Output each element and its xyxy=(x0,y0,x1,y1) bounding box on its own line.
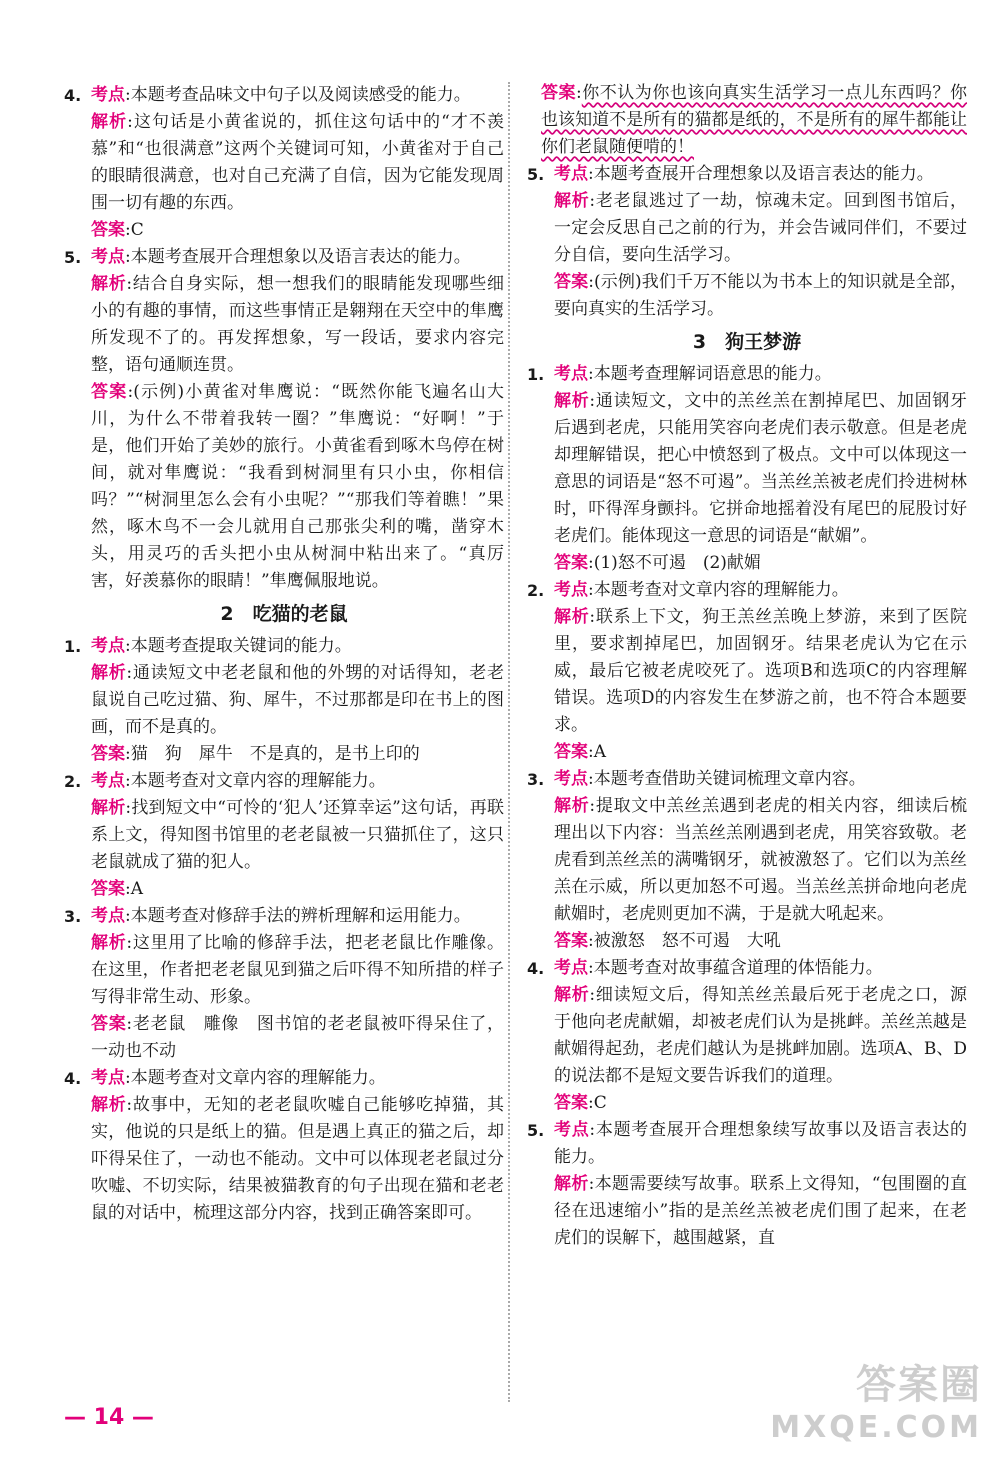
jiexi-label: 解析 xyxy=(554,796,590,816)
colon: : xyxy=(126,1095,133,1115)
column-divider xyxy=(508,82,510,1402)
jiexi-line xyxy=(91,271,504,379)
jiexi-text: 通读短文中老老鼠和他的外甥的对话得知，老老鼠说自己吃过猫、狗、犀牛，不过那都是印在书上的图画，而不是真的。 xyxy=(91,663,505,737)
jiexi-label: 解析 xyxy=(91,663,127,683)
kaodian-text: 本题考查对文章内容的理解能力。 xyxy=(130,771,386,791)
kaodian-text: 本题考查对修辞手法的辨析理解和运用能力。 xyxy=(130,906,471,926)
section-title-2: 2 吃猫的老鼠 xyxy=(220,603,348,625)
kaodian-label: 考点 xyxy=(91,1068,125,1088)
daan-line xyxy=(91,741,504,768)
s3-question-3 xyxy=(527,766,967,955)
daan-text: 被激怒 怒不可遏 大吼 xyxy=(593,931,781,951)
jiexi-line xyxy=(554,793,967,928)
jiexi-line xyxy=(91,795,504,876)
colon: : xyxy=(125,906,131,926)
colon: : xyxy=(588,272,594,292)
right-column xyxy=(527,80,967,1252)
kaodian-text: 本题考查借助关键词梳理文章内容。 xyxy=(593,769,866,789)
watermark-line-2: MXQE.COM xyxy=(770,1410,982,1445)
colon: : xyxy=(126,1014,133,1034)
kaodian-line xyxy=(554,766,967,793)
question-number: 4. xyxy=(64,86,82,105)
question-number: 1. xyxy=(527,365,545,384)
jiexi-label: 解析 xyxy=(554,985,590,1005)
jiexi-text: 故事中，无知的老老鼠吹嘘自己能够吃掉猫，其实，他说的只是纸上的猫。但是遇上真正的猫之后，却吓得呆住了，一动也不能动。文中可以体现老老鼠过分吹嘘、不切实际，结果被猫教育的句子出现在猫和老老鼠的对话中，梳理这部分内容，找到正确答案即可。 xyxy=(91,1095,505,1223)
daan-text: A xyxy=(130,879,144,899)
kaodian-line xyxy=(91,244,504,271)
daan-label: 答案 xyxy=(554,272,589,292)
daan-text: 猫 狗 犀牛 不是真的，是书上印的 xyxy=(130,744,420,764)
jiexi-label: 解析 xyxy=(554,607,590,627)
question-number: 2. xyxy=(64,772,82,791)
kaodian-line xyxy=(554,577,967,604)
question-number: 3. xyxy=(527,770,545,789)
colon: : xyxy=(589,796,596,816)
watermark-line-1: 答案圈 xyxy=(856,1362,982,1408)
colon: : xyxy=(588,553,594,573)
page-number: — 14 — xyxy=(64,1405,154,1430)
kaodian-label: 考点 xyxy=(91,85,125,105)
colon: : xyxy=(125,1068,131,1088)
kaodian-text: 本题考查展开合理想象以及语言表达的能力。 xyxy=(130,247,471,267)
kaodian-label: 考点 xyxy=(554,1120,590,1140)
jiexi-label: 解析 xyxy=(91,112,128,132)
kaodian-line xyxy=(554,1117,967,1171)
jiexi-text: 细读短文后，得知羔丝羔最后死于老虎之口，源于他向老虎献媚，却被老虎们认为是挑衅。羔丝羔越是献媚得起劲，老虎们越认为是挑衅加剧。选项A、B、D的说法都不是短文要告诉我们的道理。 xyxy=(554,985,968,1086)
jiexi-text: 结合自身实际，想一想我们的眼睛能发现哪些细小的有趣的事情，而这些事情正是翱翔在天空中的隼鹰所发现不了的。再发挥想象，写一段话，要求内容完整，语句通顺连贯。 xyxy=(91,274,505,375)
s3-question-1 xyxy=(527,361,967,577)
daan-text: (示例)小黄雀对隼鹰说：“既然你能飞遍名山大川，为什么不带着我转一圈？”隼鹰说：“好啊！”于是，他们开始了美妙的旅行。小黄雀看到啄木鸟停在树间，就对隼鹰说：“我看到树洞里有只小虫，你相信吗？”“树洞里怎么会有小虫呢？”“那我们等着瞧！”果然，啄木鸟不一会儿就用自己那张尖利的嘴，凿穿木头，用灵巧的舌头把小虫从树洞中粘出来了。“真厉害，好羡慕你的眼睛！”隼鹰佩服地说。 xyxy=(91,382,504,591)
jiexi-label: 解析 xyxy=(91,798,126,818)
question-number: 2. xyxy=(527,581,545,600)
jiexi-text: 这里用了比喻的修辞手法，把老老鼠比作雕像。在这里，作者把老老鼠见到猫之后吓得不知所措的样子写得非常生动、形象。 xyxy=(91,933,505,1007)
s2-question-4 xyxy=(64,1065,504,1227)
daan-label: 答案 xyxy=(91,879,125,899)
colon: : xyxy=(588,1174,595,1194)
daan-line xyxy=(91,876,504,903)
daan-label: 答案 xyxy=(554,742,588,762)
kaodian-text: 本题考查展开合理想象续写故事以及语言表达的能力。 xyxy=(554,1120,968,1167)
jiexi-label: 解析 xyxy=(91,1095,127,1115)
jiexi-line xyxy=(554,188,967,269)
kaodian-line xyxy=(91,768,504,795)
daan-label: 答案 xyxy=(91,744,125,764)
section-title-3: 3 狗王梦游 xyxy=(692,331,802,353)
colon: : xyxy=(588,364,594,384)
kaodian-line xyxy=(554,955,967,982)
colon: : xyxy=(589,1120,596,1140)
s2-question-1 xyxy=(64,633,504,768)
colon: : xyxy=(588,769,594,789)
kaodian-label: 考点 xyxy=(91,906,125,926)
jiexi-line xyxy=(91,660,504,741)
colon: : xyxy=(125,247,131,267)
jiexi-text: 这句话是小黄雀说的，抓住这句话中的“才不羡慕”和“也很满意”这两个关键词可知，小黄雀对于自己的眼睛很满意，也对自己充满了自信，因为它能发现周围一切有趣的东西。 xyxy=(91,112,504,213)
kaodian-line xyxy=(554,161,967,188)
daan-text: 老老鼠 雕像 图书馆的老老鼠被吓得呆住了，一动也不动 xyxy=(91,1014,505,1061)
colon: : xyxy=(125,636,131,656)
daan-line xyxy=(554,269,967,323)
jiexi-text: 提取文中羔丝羔遇到老虎的相关内容，细读后梳理出以下内容：当羔丝羔刚遇到老虎，用笑容致敬。老虎看到羔丝羔的满嘴钢牙，就被激怒了。它们以为羔丝羔在示威，所以更加怒不可遏。当羔丝羔拼命地向老虎献媚时，老虎则更加不满，于是就大吼起来。 xyxy=(554,796,968,924)
question-4 xyxy=(64,82,504,244)
colon: : xyxy=(127,112,133,132)
daan-line xyxy=(554,1090,967,1117)
jiexi-line xyxy=(91,930,504,1011)
daan-label: 答案 xyxy=(554,931,588,951)
colon: : xyxy=(588,958,594,978)
s2-question-2 xyxy=(64,768,504,903)
colon: : xyxy=(589,391,596,411)
daan-line xyxy=(527,80,967,161)
jiexi-label: 解析 xyxy=(91,933,127,953)
kaodian-text: 本题考查展开合理想象以及语言表达的能力。 xyxy=(593,164,934,184)
question-number: 5. xyxy=(64,248,82,267)
kaodian-line xyxy=(91,633,504,660)
jiexi-line xyxy=(91,109,504,217)
jiexi-text: 找到短文中“可怜的‘犯人’还算幸运”这句话，再联系上文，得知图书馆里的老老鼠被一只猫抓住了，这只老鼠就成了猫的犯人。 xyxy=(91,798,504,872)
kaodian-label: 考点 xyxy=(91,247,125,267)
question-number: 1. xyxy=(64,637,82,656)
colon: : xyxy=(126,663,133,683)
colon: : xyxy=(589,191,596,211)
jiexi-label: 解析 xyxy=(91,274,127,294)
jiexi-text: 通读短文，文中的羔丝羔在割掉尾巴、加固钢牙后遇到老虎，只能用笑容向老虎们表示敬意。但是老虎却理解错误，把心中愤怒到了极点。文中可以体现这一意思的词语是“怒不可遏”。当羔丝羔被老虎们拎进树林时，吓得浑身颤抖。它拼命地摇着没有尾巴的屁股讨好老虎们。能体现这一意思的词语是“献媚”。 xyxy=(554,391,968,546)
jiexi-label: 解析 xyxy=(554,191,590,211)
daan-line xyxy=(554,928,967,955)
colon: : xyxy=(126,933,133,953)
s2-question-4-answer xyxy=(527,80,967,161)
colon: : xyxy=(588,1093,594,1113)
daan-label: 答案 xyxy=(91,1014,127,1034)
daan-text: 你不认为你也该向真实生活学习一点儿东西吗？你也该知道不是所有的猫都是纸的，不是所有的犀牛都能让你们老鼠随便啃的！ xyxy=(541,83,968,157)
daan-label: 答案 xyxy=(541,83,577,103)
kaodian-text: 本题考查提取关键词的能力。 xyxy=(130,636,352,656)
question-number: 3. xyxy=(64,907,82,926)
daan-line xyxy=(91,379,504,595)
kaodian-text: 本题考查对文章内容的理解能力。 xyxy=(593,580,849,600)
daan-line xyxy=(91,217,504,244)
colon: : xyxy=(125,798,132,818)
kaodian-label: 考点 xyxy=(554,364,588,384)
kaodian-line xyxy=(91,1065,504,1092)
daan-label: 答案 xyxy=(91,382,128,402)
kaodian-label: 考点 xyxy=(554,580,588,600)
s3-question-4 xyxy=(527,955,967,1117)
colon: : xyxy=(588,164,594,184)
colon: : xyxy=(589,985,596,1005)
left-column xyxy=(64,82,504,1227)
s2-question-3 xyxy=(64,903,504,1065)
daan-text: (1)怒不可遏 (2)献媚 xyxy=(593,553,761,573)
colon: : xyxy=(125,85,131,105)
kaodian-text: 本题考查理解词语意思的能力。 xyxy=(593,364,832,384)
s2-question-5 xyxy=(527,161,967,323)
jiexi-line xyxy=(554,1171,967,1252)
jiexi-text: 老老鼠逃过了一劫，惊魂未定。回到图书馆后，一定会反思自己之前的行为，并会告诫同伴们，不要过分自信，要向生活学习。 xyxy=(554,191,968,265)
kaodian-label: 考点 xyxy=(91,771,125,791)
daan-label: 答案 xyxy=(554,1093,588,1113)
daan-text: (示例)我们千万不能以为书本上的知识就是全部，要向真实的生活学习。 xyxy=(554,272,967,319)
jiexi-label: 解析 xyxy=(554,391,590,411)
question-number: 5. xyxy=(527,165,545,184)
colon: : xyxy=(576,83,582,103)
jiexi-line xyxy=(554,604,967,739)
daan-text: A xyxy=(593,742,607,762)
colon: : xyxy=(126,274,133,294)
kaodian-text: 本题考查对故事蕴含道理的体悟能力。 xyxy=(593,958,883,978)
question-number: 5. xyxy=(527,1121,545,1140)
colon: : xyxy=(589,607,596,627)
kaodian-label: 考点 xyxy=(91,636,125,656)
colon: : xyxy=(588,580,594,600)
kaodian-text: 本题考查对文章内容的理解能力。 xyxy=(130,1068,386,1088)
jiexi-line xyxy=(554,388,967,550)
daan-text: C xyxy=(130,220,144,240)
daan-line xyxy=(91,1011,504,1065)
watermark-logo xyxy=(770,1353,982,1445)
kaodian-text: 本题考查品味文中句子以及阅读感受的能力。 xyxy=(130,85,471,105)
question-number: 4. xyxy=(527,959,545,978)
kaodian-label: 考点 xyxy=(554,769,588,789)
daan-label: 答案 xyxy=(91,220,125,240)
daan-label: 答案 xyxy=(554,553,588,573)
jiexi-text: 本题需要续写故事。联系上文得知，“包围圈的直径在迅速缩小”指的是羔丝羔被老虎们围了起来，在老虎们的误解下，越围越紧，直 xyxy=(554,1174,967,1248)
kaodian-label: 考点 xyxy=(554,958,588,978)
colon: : xyxy=(588,931,594,951)
daan-line xyxy=(554,739,967,766)
daan-text: C xyxy=(593,1093,607,1113)
s3-question-5 xyxy=(527,1117,967,1252)
jiexi-line xyxy=(91,1092,504,1227)
jiexi-label: 解析 xyxy=(554,1174,589,1194)
colon: : xyxy=(125,220,131,240)
daan-line xyxy=(554,550,967,577)
colon: : xyxy=(588,742,594,762)
kaodian-line xyxy=(91,82,504,109)
jiexi-text: 联系上下文，狗王羔丝羔晚上梦游，来到了医院里，要求割掉尾巴，加固钢牙。结果老虎认为它在示威，最后它被老虎咬死了。选项B和选项C的内容理解错误。选项D的内容发生在梦游之前，也不符合本题要求。 xyxy=(554,607,968,735)
kaodian-line xyxy=(91,903,504,930)
colon: : xyxy=(125,879,131,899)
question-5 xyxy=(64,244,504,595)
question-number: 4. xyxy=(64,1069,82,1088)
s3-question-2 xyxy=(527,577,967,766)
jiexi-line xyxy=(554,982,967,1090)
colon: : xyxy=(127,382,134,402)
kaodian-line xyxy=(554,361,967,388)
colon: : xyxy=(125,771,131,791)
colon: : xyxy=(125,744,131,764)
kaodian-label: 考点 xyxy=(554,164,588,184)
